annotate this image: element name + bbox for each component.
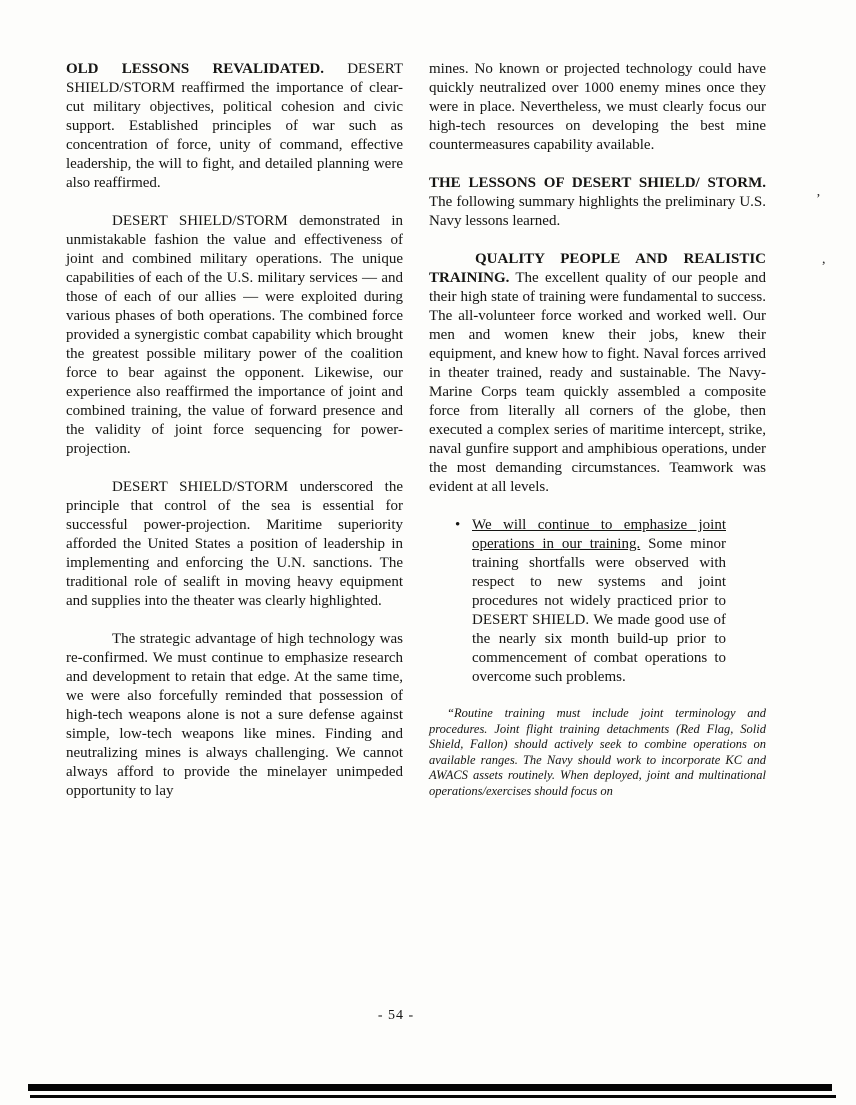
paragraph-sea-control: DESERT SHIELD/STORM underscored the principle that control of the sea is essential for successful power-projection. Maritime superiority afforded the United States a position of leadership in implementing and enforcing the U.N. sanctions. The traditional role of sealift in moving heavy equipment and supplies into the theater was clearly highlighted.: [66, 479, 403, 609]
page-content: [66, 60, 766, 820]
paragraph-quality-people: [429, 250, 766, 497]
paragraph-joint-operations: DESERT SHIELD/STORM demonstrated in unmistakable fashion the value and effectiveness of joint and combined military operations. The unique capabilities of each of the U.S. military services — and those of each of our allies — were exploited during various phases of both operations. The combined force provided a synergistic combat capability which brought the greatest possible military power of the coalition force to bear against the opponent. Likewise, our experience also reaffirmed the importance of joint and combined training, the value of forward presence and the validity of joint force sequencing for power-projection.: [66, 213, 403, 457]
paragraph-text: The following summary highlights the preliminary U.S. Navy lessons learned.: [429, 194, 766, 229]
scan-artifact: ,: [822, 252, 826, 267]
bullet-underlined-phrase: We will continue to emphasize joint operations in our training.: [472, 517, 726, 552]
bullet-marker: •: [455, 517, 461, 533]
paragraph-text: The excellent quality of our people and their high state of training were fundamental to success. The all-volunteer force worked and worked well. Our men and women knew their jobs, knew their equipment, and knew how to fight. Naval forces arrived in theater trained, ready and sustainable. The Navy-Marine Corps team quickly assembled a composite force from literally all corners of the globe, then executed a complex series of maritime intercept, strike, naval gunfire support and amphibious operations, under the most demanding circumstances. Teamwork was evident at all levels.: [429, 270, 766, 495]
scan-artifact: ’: [816, 192, 821, 207]
paragraph-text: DESERT SHIELD/STORM reaffirmed the importance of clear-cut military objectives, political cohesion and civic support. Established principles of war such as concentration of force, unity of command, effective leadership, the will to fight, and detailed planning were also reaffirmed.: [66, 61, 403, 191]
block-quote: “Routine training must include joint terminology and procedures. Joint flight training detachments (Red Flag, Solid Shield, Fallon) should actively seek to combine operations on available ranges. The Navy should work to incorporate KC and AWACS assets routinely. When deployed, joint and multinational operations/exercises should focus on: [429, 706, 766, 798]
section-heading-quality-people: QUALITY PEOPLE AND REALISTIC TRAINING.: [429, 251, 766, 286]
section-heading-lessons: THE LESSONS OF DESERT SHIELD/ STORM.: [429, 175, 766, 191]
paragraph-high-tech: The strategic advantage of high technology was re-confirmed. We must continue to emphasize research and development to retain that edge. At the same time, we were also forcefully reminded that possession of high-tech weapons alone is not a sure defense against simple, low-tech weapons like mines. Finding and neutralizing mines is always challenging. We cannot always afford to provide the minelayer unimpeded opportunity to lay: [66, 631, 403, 799]
bottom-rule-thin: [30, 1095, 836, 1098]
section-heading-old-lessons: OLD LESSONS REVALIDATED.: [66, 61, 325, 77]
bottom-rule-thick: [28, 1084, 832, 1091]
paragraph-mines-continuation: mines. No known or projected technology could have quickly neutralized over 1000 enemy mines once they were in place. Nevertheless, we must clearly focus our high-tech resources on developing the best mine countermeasures capability available.: [429, 61, 766, 153]
left-column: [66, 60, 403, 820]
bullet-item: [429, 516, 766, 687]
right-column: [429, 60, 766, 820]
page-number: - 54 -: [377, 1008, 415, 1023]
bullet-text: [472, 516, 726, 687]
bullet-body-text: Some minor training shortfalls were observed with respect to new systems and joint procedures not widely practiced prior to DESERT SHIELD. We made good use of the nearly six month build-up prior to commencement of combat operations to overcome such problems.: [472, 536, 726, 685]
paragraph-lessons-heading: [429, 174, 766, 231]
paragraph-old-lessons: [66, 60, 403, 193]
